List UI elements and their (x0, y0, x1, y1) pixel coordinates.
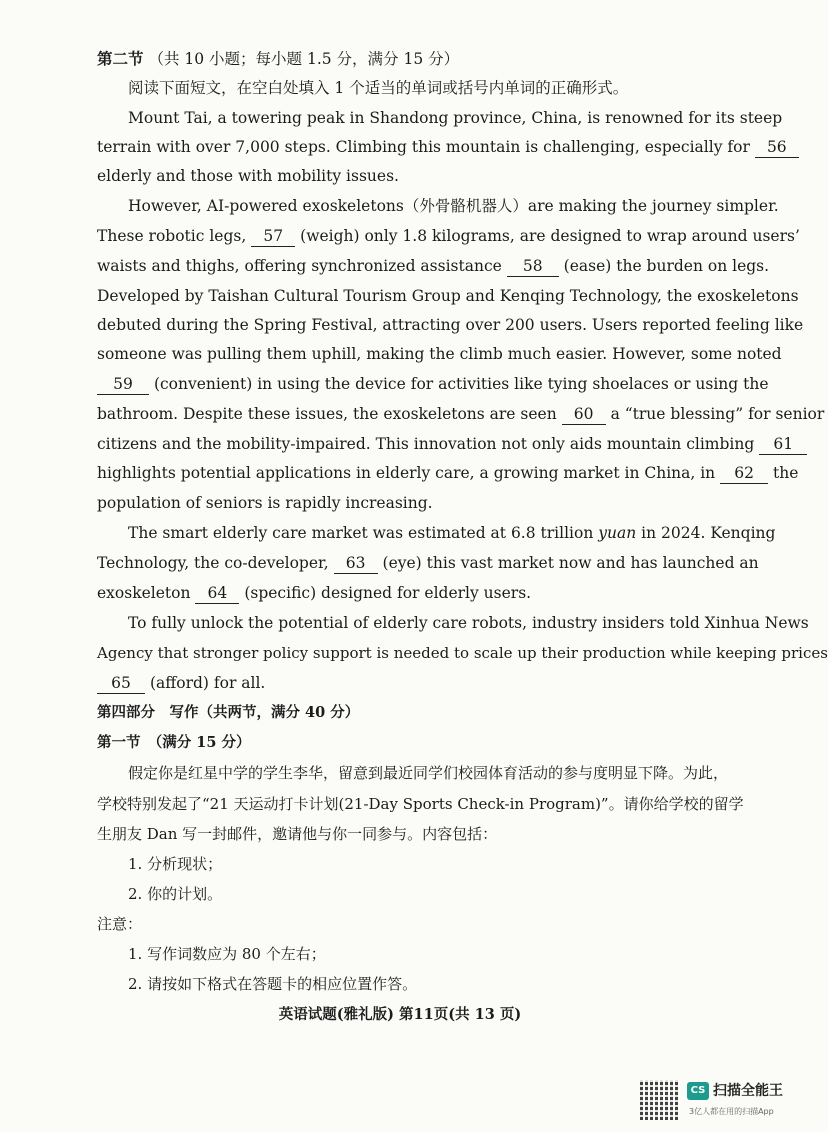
p3-line2-text-a: Technology, the co-developer, (97, 554, 329, 572)
p4-line2: Agency that stronger policy support is needed to scale up their production while keeping prices (97, 644, 828, 662)
prompt-line1: 假定你是红星中学的学生李华，留意到最近同学们校园体育活动的参与度明显下降。为此， (128, 764, 729, 782)
p4-line3-text: (afford) for all. (149, 674, 266, 692)
blank-56[interactable]: 56 (755, 137, 799, 158)
p2-line10-text-b: the (773, 464, 799, 482)
p2-line3-text-a: waists and thighs, offering synchronized assistance (97, 257, 502, 275)
section2-heading-note: （共 10 小题；每小题 1.5 分，满分 15 分） (148, 50, 460, 68)
p2-line4: Developed by Taishan Cultural Tourism Group and Kenqing Technology, the exoskeletons (97, 287, 799, 305)
prompt-item2: 2. 你的计划。 (128, 885, 223, 903)
section2-heading: 第二节 (97, 49, 144, 68)
blank-59[interactable]: 59 (97, 374, 149, 395)
p2-line9 (97, 434, 807, 455)
camscanner-name: 扫描全能王 (713, 1083, 783, 1099)
p2-line2 (97, 226, 800, 247)
blank-58[interactable]: 58 (507, 256, 559, 277)
blank-60[interactable]: 60 (562, 404, 606, 425)
p3-line1-text-b: in 2024. Kenqing (641, 524, 776, 542)
p2-line1: However, AI-powered exoskeletons（外骨骼机器人）are making the journey simpler. (128, 197, 779, 215)
p1-line3: elderly and those with mobility issues. (97, 167, 399, 185)
p3-line3 (97, 583, 531, 604)
p2-line10 (97, 463, 798, 484)
blank-61[interactable]: 61 (759, 434, 807, 455)
p2-line7 (97, 374, 769, 395)
qr-code-icon (640, 1080, 680, 1120)
note-item1: 1. 写作词数应为 80 个左右； (128, 945, 326, 963)
prompt-item1: 1. 分析现状； (128, 855, 223, 873)
p2-line8-text-a: bathroom. Despite these issues, the exoskeletons are seen (97, 405, 557, 423)
p3-line1-yuan: yuan (598, 524, 637, 542)
p2-line8-text-b: a “true blessing” for senior (610, 405, 825, 423)
camscanner-tagline: 3亿人都在用的扫描App (689, 1107, 774, 1116)
page-footer: 英语试题(雅礼版) 第11页(共 13 页) (278, 1006, 522, 1023)
p2-line6: someone was pulling them uphill, making the climb much easier. However, some noted (97, 345, 782, 363)
note-label: 注意： (97, 915, 143, 933)
camscanner-logo-icon: CS (687, 1082, 709, 1100)
blank-65[interactable]: 65 (97, 673, 145, 694)
p2-line3 (97, 256, 769, 277)
p2-line11: population of seniors is rapidly increasing. (97, 494, 433, 512)
blank-57[interactable]: 57 (251, 226, 295, 247)
p2-line8 (97, 404, 824, 425)
p3-line3-text-b: (specific) designed for elderly users. (244, 584, 532, 602)
section2-heading-line (97, 49, 459, 69)
p2-line9-text: citizens and the mobility-impaired. This innovation not only aids mountain climbing (97, 435, 755, 453)
p2-line10-text-a: highlights potential applications in elderly care, a growing market in China, in (97, 464, 716, 482)
p2-line2-text-a: These robotic legs, (97, 227, 247, 245)
p1-line2 (97, 137, 799, 158)
p3-line1 (128, 523, 775, 543)
p1-line1: Mount Tai, a towering peak in Shandong province, China, is renowned for its steep (128, 109, 783, 127)
p3-line2-text-b: (eye) this vast market now and has launched an (382, 554, 759, 572)
p4-line1: To fully unlock the potential of elderly care robots, industry insiders told Xinhua News (128, 614, 809, 632)
p3-line3-text-a: exoskeleton (97, 584, 191, 602)
p3-line2 (97, 553, 759, 574)
p2-line7-text: (convenient) in using the device for activities like tying shoelaces or using the (153, 375, 769, 393)
blank-64[interactable]: 64 (195, 583, 239, 604)
part4-sec1-heading: 第一节 （满分 15 分） (97, 734, 251, 751)
section2-instruction: 阅读下面短文，在空白处填入 1 个适当的单词或括号内单词的正确形式。 (128, 79, 629, 97)
part4-heading: 第四部分 写作（共两节，满分 40 分） (97, 704, 360, 721)
blank-63[interactable]: 63 (334, 553, 378, 574)
p2-line2-text-b: (weigh) only 1.8 kilograms, are designed to wrap around users’ (300, 227, 800, 245)
p2-line5: debuted during the Spring Festival, attracting over 200 users. Users reported feeling like (97, 316, 804, 334)
prompt-line3: 生朋友 Dan 写一封邮件，邀请他与你一同参与。内容包括： (97, 825, 498, 843)
p3-line1-text-a: The smart elderly care market was estimated at 6.8 trillion (128, 524, 594, 542)
p4-line3 (97, 673, 265, 694)
prompt-line2: 学校特别发起了“21 天运动打卡计划(21-Day Sports Check-in Program)”。请你给学校的留学 (97, 795, 744, 813)
p2-line3-text-b: (ease) the burden on legs. (563, 257, 770, 275)
note-item2: 2. 请按如下格式在答题卡的相应位置作答。 (128, 975, 418, 993)
p1-line2-text: terrain with over 7,000 steps. Climbing this mountain is challenging, especially for (97, 138, 750, 156)
blank-62[interactable]: 62 (720, 463, 768, 484)
